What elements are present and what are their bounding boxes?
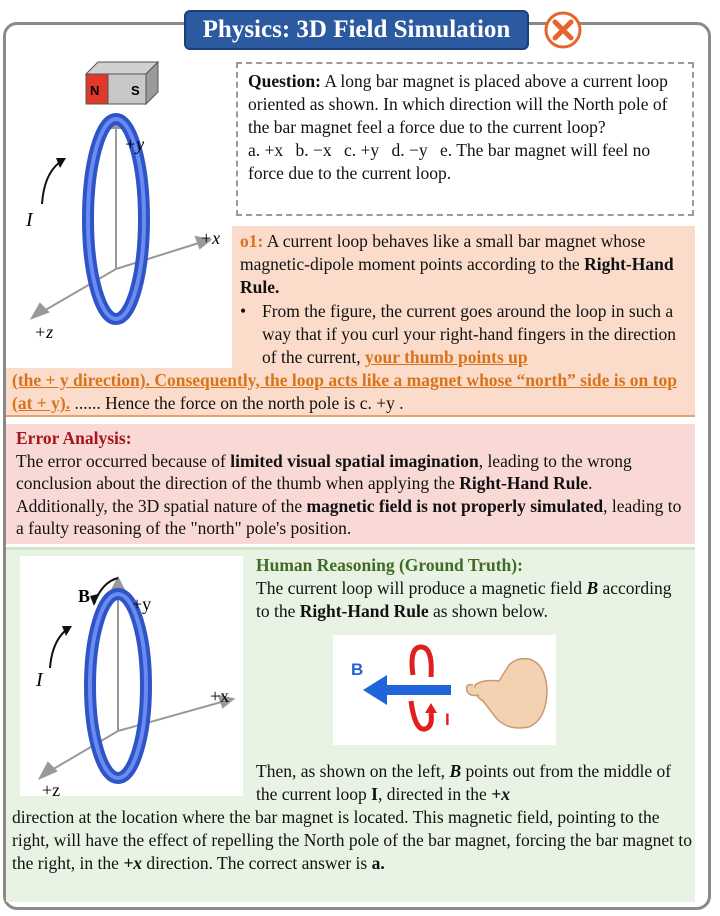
question-label: Question:: [248, 71, 321, 91]
hand-icon: [467, 659, 547, 728]
human-head: Human Reasoning (Ground Truth):: [256, 555, 523, 575]
field-y-label: +y: [132, 594, 152, 614]
field-i-label: I: [36, 669, 43, 691]
o1-tail: (the + y direction). Consequently, the loop acts like a magnet whose “north” side is on top (at + y). ...... Hence the force on the north pole is c. +y .: [12, 370, 677, 413]
magnet-n-label: N: [90, 83, 100, 98]
current-arrow: [42, 162, 60, 204]
axis-x-label: +x: [200, 228, 221, 248]
option-e: e. The bar magnet will feel no force due to the current loop.: [248, 140, 651, 183]
axes: [32, 116, 210, 318]
o1-rule: Right-Hand Rule.: [240, 254, 674, 297]
close-icon[interactable]: [543, 10, 583, 50]
error-analysis: [6, 424, 695, 544]
question-text: A long bar magnet is placed above a current loop oriented as shown. In which direction will the North pole of the bar magnet feel a force due to the current loop?: [248, 71, 668, 137]
right-hand-rule-figure: [333, 635, 556, 745]
human-text: The current loop will produce a magnetic field B according to the Right-Hand Rule as shown below.: [256, 578, 672, 621]
field-z-label: +z: [42, 780, 61, 796]
option-b: b. −x: [295, 140, 332, 160]
o1-highlight-2: (the + y direction). Consequently, the loop acts like a magnet whose “north” side is on top (at + y).: [12, 370, 677, 413]
page-title: Physics: 3D Field Simulation: [184, 10, 529, 50]
option-c: c. +y: [344, 140, 380, 160]
human-reasoning: [6, 547, 695, 902]
loop-figure: [12, 54, 234, 364]
option-d: d. −y: [391, 140, 428, 160]
field-x-label: +x: [210, 686, 230, 706]
o1-bullet: • From the figure, the current goes around the loop in such a way that if you curl your right-hand fingers in the direction of the current, your thumb points up: [240, 301, 677, 367]
axis-z-label: +z: [34, 322, 54, 342]
option-a: a. +x: [248, 140, 284, 160]
rhr-i-label: I: [445, 710, 450, 729]
error-head: Error Analysis:: [16, 428, 132, 448]
rhr-b-label: B: [351, 660, 364, 679]
correct-answer: a.: [371, 853, 385, 873]
current-label: I: [26, 209, 33, 231]
human-conclusion: Then, as shown on the left, B points out from the middle of the current loop I, directed in the +x direction at the location where the bar magnet is located. This magnetic field, pointing to the right, will have the effect of repelling the North pole of the bar magnet, forcing the bar magnet to the right, in the +x direction. The correct answer is a.: [12, 761, 692, 873]
field-b-label: B: [78, 586, 91, 606]
bar-magnet: [86, 62, 158, 104]
o1-label: o1:: [240, 231, 264, 251]
magnet-s-label: S: [131, 83, 140, 98]
axis-y-label: +y: [124, 134, 145, 154]
error-text: The error occurred because of limited visual spatial imagination, leading to the wrong conclusion about the direction of the thumb when applying the Right-Hand Rule. Additionally, the 3D spatial nature of the magnetic field is not properly simulated, leading to a faulty reasoning of the "north" pole's position.: [16, 450, 682, 538]
o1-answer: o1: A current loop behaves like a small bar magnet whose magnetic-dipole moment points according to the Right-Hand Rule. • From the figure, the current goes around the loop in such a way that if you curl your right-hand fingers in the direction of the current, your thumb points up: [240, 230, 690, 369]
o1-highlight-1: your thumb points up: [365, 347, 528, 367]
b-arrow: [363, 675, 451, 705]
question-options: [248, 139, 682, 185]
question-box: [236, 62, 694, 216]
